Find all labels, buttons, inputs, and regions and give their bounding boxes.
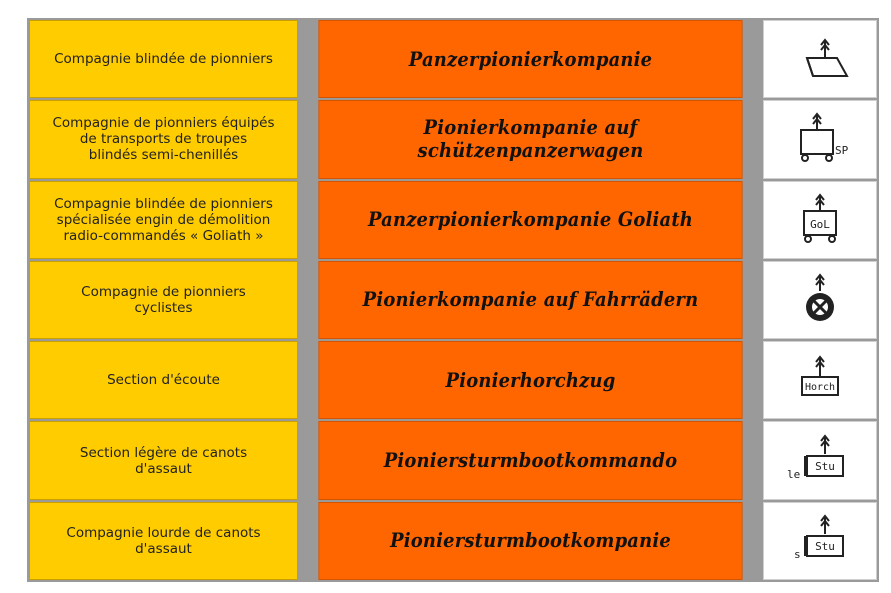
armored-pioneer-company-icon (763, 20, 877, 98)
symbol-label: Stu (815, 539, 835, 553)
symbol-label: GoL (810, 217, 830, 231)
table-row (29, 181, 877, 259)
goliath-company-icon (763, 181, 877, 259)
german-name: Pionierhorchzug (318, 341, 742, 419)
german-name: Pioniersturmbootkommando (318, 421, 742, 499)
symbol-label: Horch (804, 382, 836, 394)
german-name: Pionierkompanie auf Fahrrädern (318, 261, 742, 339)
symbol-prefix: s (794, 547, 801, 561)
bicycle-pioneer-company-icon (763, 261, 877, 339)
symbol-label: Stu (815, 459, 835, 473)
table-row (29, 502, 877, 580)
table-row (29, 20, 877, 98)
german-name: Pioniersturmbootkompanie (318, 502, 742, 580)
light-assault-boat-section-icon (763, 421, 877, 499)
listening-section-icon (763, 341, 877, 419)
table-row (29, 261, 877, 339)
french-name: Compagnie blindée de pionniers spécialisée engin de démolition radio-commandés « Goliath » (29, 181, 298, 259)
french-name: Section d'écoute (29, 341, 298, 419)
german-name: Panzerpionierkompanie Goliath (318, 181, 742, 259)
french-name: Section légère de canots d'assaut (29, 421, 298, 499)
german-name: Panzerpionierkompanie (318, 20, 742, 98)
french-name: Compagnie blindée de pionniers (29, 20, 298, 98)
halftrack-pioneer-company-icon (763, 100, 877, 178)
heavy-assault-boat-company-icon (763, 502, 877, 580)
table-row (29, 421, 877, 499)
pioneer-units-table (27, 18, 879, 582)
french-name: Compagnie lourde de canots d'assaut (29, 502, 298, 580)
table-row (29, 341, 877, 419)
french-name: Compagnie de pionniers équipés de transports de troupes blindés semi-chenillés (29, 100, 298, 178)
french-name: Compagnie de pionniers cyclistes (29, 261, 298, 339)
german-name: Pionierkompanie auf schützenpanzerwagen (318, 100, 742, 178)
table-row (29, 100, 877, 178)
symbol-label: SP (835, 144, 849, 158)
symbol-prefix: le (787, 467, 801, 481)
